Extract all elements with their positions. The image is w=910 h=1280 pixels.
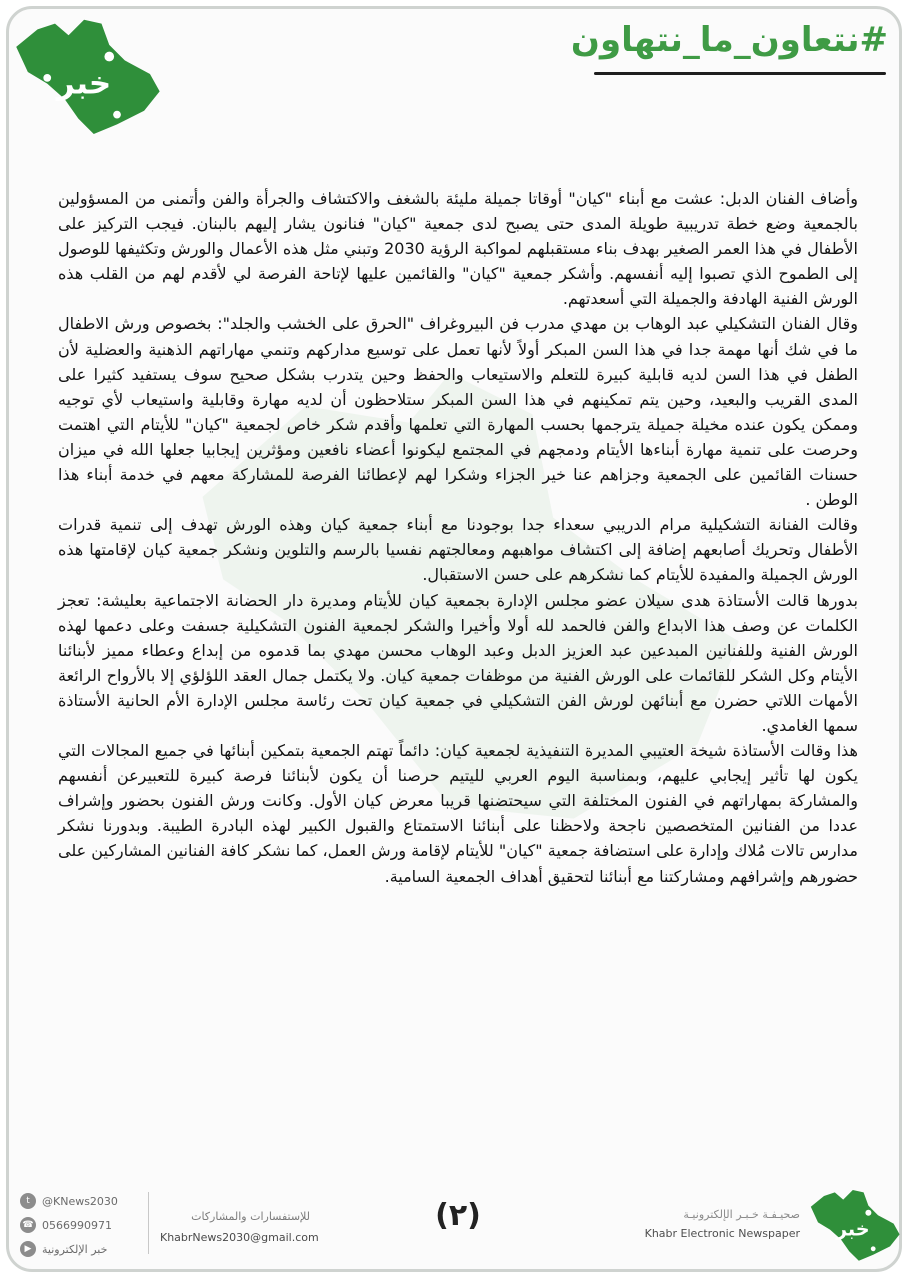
- article-paragraph: وقال الفنان التشكيلي عبد الوهاب بن مهدي مدرب فن البيروغراف "الحرق على الخشب والجلد": بخصوص ورش الاطفال ما في شك أنها مهمة جدا في هذا السن المبكر أولاً لأنها تعمل على توسيع مداركهم وتنمي مهاراتهم الذهنية والعضلية لأن الطفل في هذا السن لديه قابلية كبيرة للتعلم والاستيعاب والحفظ وحين يتدرب بشكل صحيح سوف يستفيد كثيرا على المدى القريب والبعيد، وحين يتم تمكينهم في هذا السن المبكر ستلاحظون أن لديه مهارة وقابلية واستيعاب لأي توجيه وممكن يكون عنده مخيلة جميلة يترجمها بحسب المهارة التي تعلمها وأقدم شكر خاص لجمعية "كيان" للأيتام التي اهتمت وحرصت على تنمية مهارة أبناءها الأيتام ودمجهم في المجتمع ليكونوا أعضاء نافعين ومؤثرين إيجابيا جعلها الله في ميزان حسنات القائمين على الجمعية وجزاهم عنا خير الجزاء وشكرا لهم لإعطائنا الفرصة للمشاركة معهم في خدمة أبناء هذا الوطن .: [58, 314, 858, 510]
- twitter-handle: @KNews2030: [42, 1194, 118, 1208]
- whatsapp-contact[interactable]: [20, 1214, 118, 1236]
- article-paragraph: هذا وقالت الأستاذة شيخة العتيبي المديرة التنفيذية لجمعية كيان: دائماً تهتم الجمعية بتمكين أبنائها في جميع المجالات التي يكون لها تأثير إيجابي عليهم، وبمناسبة اليوم العربي لليتيم حرصنا أن يكون لأبنائنا فرصة كبيرة للتعبيرعن أنفسهم والمشاركة بمهاراتهم في الفنون المختلفة التي سيحتضنها قريبا معرض كيان الأول. وكانت ورش الفنون بحضور وإشراف عددا من الفنانين المتخصصين ناجحة ولاحظنا على أبنائنا الاستمتاع والقبول الكبير لهذه البادرة الطيبة. وبدورنا نشكر مدارس تالات مُلاك وإدارة على استضافة جمعية "كيان" للأيتام لإقامة ورش العمل، كما نشكر كافة الفنانين المشاركين على حضورهم وإشرافهم ومشاركتنا مع أبنائنا لتحقيق أهداف الجمعية السامية.: [58, 741, 858, 886]
- footer-contacts: [20, 1190, 118, 1262]
- hashtag-title: #نتعاون_ما_نتهاون: [570, 20, 888, 60]
- inquiries-block: [160, 1210, 319, 1244]
- footer-divider: [148, 1192, 149, 1254]
- logo-bottom-text: خبر: [835, 1217, 870, 1241]
- contact-email-link[interactable]: KhabrNews2030@gmail.com: [160, 1231, 319, 1244]
- article-paragraph: وأضاف الفنان الدبل: عشت مع أبناء "كيان" أوقاتا جميلة مليئة بالشغف والاكتشاف والجرأة والفن وأتمنى من المسؤولين بالجمعية وضع خطة تدريبية طويلة المدى حتى يصبح لدى جمعية "كيان" فنانون يشار إليهم بالبنان. فيجب التركيز على الأطفال في هذا العمر الصغير بهدف بناء مستقبلهم لمواكبة الرؤية 2030 وتبني مثل هذه الأعمال والورش وتكثيفها للوصول إلى الطموح الذي تصبوا إليه أنفسهم. وأشكر جمعية "كيان" والقائمين عليها لإتاحة الفرصة لي لأقدم لهم من القلب هذه الورش الفنية الهادفة والجميلة التي أسعدتهم.: [58, 189, 858, 309]
- youtube-name: خبر الإلكترونية: [42, 1242, 108, 1256]
- article-paragraph: بدورها قالت الأستاذة هدى سيلان عضو مجلس الإدارة بجمعية كيان للأيتام ومديرة دار الحضانة الاجتماعية بعليشة: تعجز الكلمات عن وصف هذا الابداع والفن فالحمد لله أولا وأخيرا والشكر لجمعية الفنون التشكيلية جسفت وعلى دعمها لهذه الورش الفنية وللفنانين المبدعين عبد العزيز الدبل وعبد الوهاب محسن مهدي بما قدموه من إبداع وعطاء مميز لأبنائنا الأيتام وكل الشكر للقائمات على الورش الفنية من موظفات جمعية كيان. ولا يكتمل جمال العقد اللؤلؤي إلا بالأرواح الرائعة الأمهات اللاتي حضرن مع أبنائهن لورش الفن التشكيلي في جمعية كيان تحت رئاسة مجلس الإدارة الأم الحانية الأستاذة سمها الغامدي.: [58, 590, 858, 735]
- article-paragraph: وقالت الفنانة التشكيلية مرام الدريبي سعداء جدا بوجودنا مع أبناء جمعية كيان وهذه الورش تهدف إلى تنمية قدرات الأطفال وتحريك أصابعهم إضافة إلى اكتشاف مواهبهم ومعالجتهم نفسيا بالرسم والتلوين ونشكر جمعية كيان لإقامتها هذه الورش الجميلة والمفيدة للأيتام كما نشكرهم على حسن الاستقبال.: [58, 515, 858, 585]
- hashtag-underline: [594, 72, 886, 75]
- logo-top-text: خبر: [56, 65, 112, 102]
- inquiries-label: للإستفسارات والمشاركات: [191, 1210, 310, 1223]
- paper-name-block: [600, 1208, 800, 1240]
- page-number: (٢): [435, 1198, 481, 1233]
- phone-number: 0566990971: [42, 1218, 112, 1232]
- paper-name-english: Khabr Electronic Newspaper: [644, 1227, 800, 1240]
- youtube-icon: ▶: [20, 1241, 36, 1257]
- khabr-logo-bottom: [806, 1184, 902, 1262]
- article-body: [58, 186, 858, 889]
- whatsapp-icon: ☎: [20, 1217, 36, 1233]
- twitter-contact[interactable]: [20, 1190, 118, 1212]
- paper-name-arabic: صحيـفـة خـبـر الإلكترونيـة: [683, 1208, 800, 1221]
- khabr-logo-top: [8, 10, 164, 136]
- youtube-contact[interactable]: [20, 1238, 118, 1260]
- twitter-icon: t: [20, 1193, 36, 1209]
